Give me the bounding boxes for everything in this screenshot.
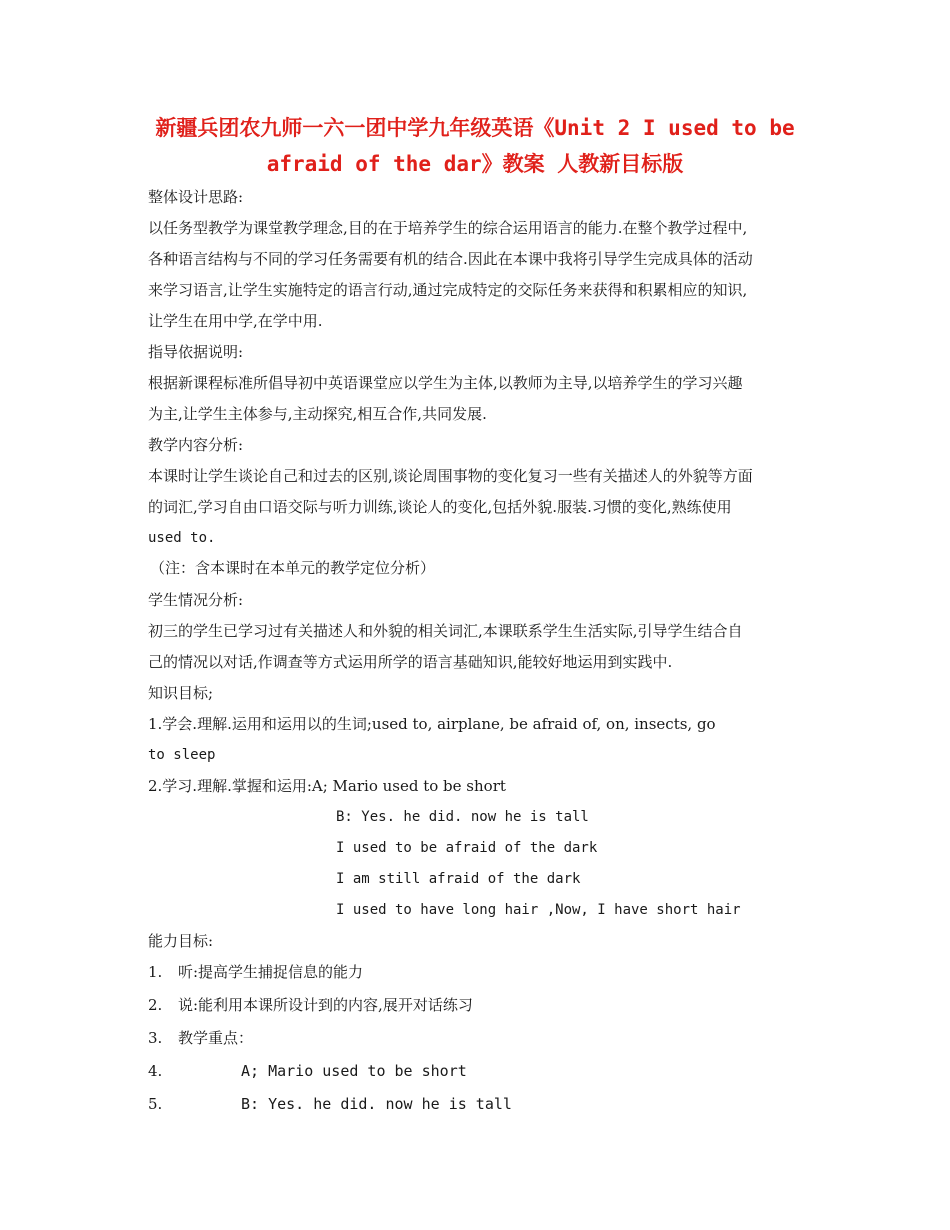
knowledge-item-2-line: 2.学习.理解.掌握和运用:A; Mario used to be short (148, 777, 506, 795)
guide-heading: 指导依据说明: (148, 343, 244, 361)
student-paragraph-line: 初三的学生已学习过有关描述人和外貌的相关词汇,本课联系学生生活实际,引导学生结合自 (148, 622, 743, 640)
knowledge-example-line: I am still afraid of the dark (336, 871, 581, 887)
ability-heading: 能力目标: (148, 932, 214, 950)
knowledge-example-line: B: Yes. he did. now he is tall (336, 809, 589, 825)
design-paragraph-line: 让学生在用中学,在学中用. (148, 312, 323, 330)
list-number: 4. (148, 1062, 163, 1080)
content-heading: 教学内容分析: (148, 436, 244, 454)
knowledge-item-1-line: to sleep (148, 747, 216, 763)
design-paragraph-line: 以任务型教学为课堂教学理念,目的在于培养学生的综合运用语言的能力.在整个教学过程中, (148, 219, 748, 237)
design-heading: 整体设计思路: (148, 188, 244, 206)
list-number: 5. (148, 1095, 163, 1113)
list-item-text: A; Mario used to be short (241, 1062, 467, 1080)
list-item-text: 说:能利用本课所设计到的内容,展开对话练习 (178, 996, 473, 1014)
title-line-1: 新疆兵团农九师一六一团中学九年级英语《Unit 2 I used to be (155, 116, 795, 140)
knowledge-example-line: I used to be afraid of the dark (336, 840, 598, 856)
guide-paragraph-line: 为主,让学生主体参与,主动探究,相互合作,共同发展. (148, 405, 487, 423)
list-item-text: B: Yes. he did. now he is tall (241, 1095, 512, 1113)
content-paragraph-line: 的词汇,学习自由口语交际与听力训练,谈论人的变化,包括外貌.服装.习惯的变化,熟练使用 (148, 498, 732, 516)
document-title (140, 110, 810, 182)
student-heading: 学生情况分析: (148, 591, 244, 609)
list-number: 1. (148, 963, 163, 981)
guide-paragraph-line: 根据新课程标准所倡导初中英语课堂应以学生为主体,以教师为主导,以培养学生的学习兴趣 (148, 374, 743, 392)
design-paragraph-line: 各种语言结构与不同的学习任务需要有机的结合.因此在本课中我将引导学生完成具体的活动 (148, 250, 753, 268)
content-paragraph-line: used to. (148, 530, 216, 546)
design-paragraph-line: 来学习语言,让学生实施特定的语言行动,通过完成特定的交际任务来获得和积累相应的知识, (148, 281, 748, 299)
knowledge-example-line: I used to have long hair ,Now, I have short hair (336, 902, 741, 918)
knowledge-heading: 知识目标; (148, 684, 214, 702)
title-line-2: afraid of the dar》教案 人教新目标版 (266, 152, 684, 176)
list-item-text: 教学重点： (178, 1029, 254, 1047)
list-number: 3. (148, 1029, 163, 1047)
content-paragraph-line: 本课时让学生谈论自己和过去的区别,谈论周围事物的变化复习一些有关描述人的外貌等方面 (148, 467, 753, 485)
note-text: （注：含本课时在本单元的教学定位分析） (150, 559, 436, 577)
list-number: 2. (148, 996, 163, 1014)
knowledge-item-1-line: 1.学会.理解.运用和运用以的生词;used to, airplane, be afraid of, on, insects, go (148, 715, 716, 733)
student-paragraph-line: 己的情况以对话,作调查等方式运用所学的语言基础知识,能较好地运用到实践中. (148, 653, 673, 671)
list-item-text: 听:提高学生捕捉信息的能力 (178, 963, 364, 981)
